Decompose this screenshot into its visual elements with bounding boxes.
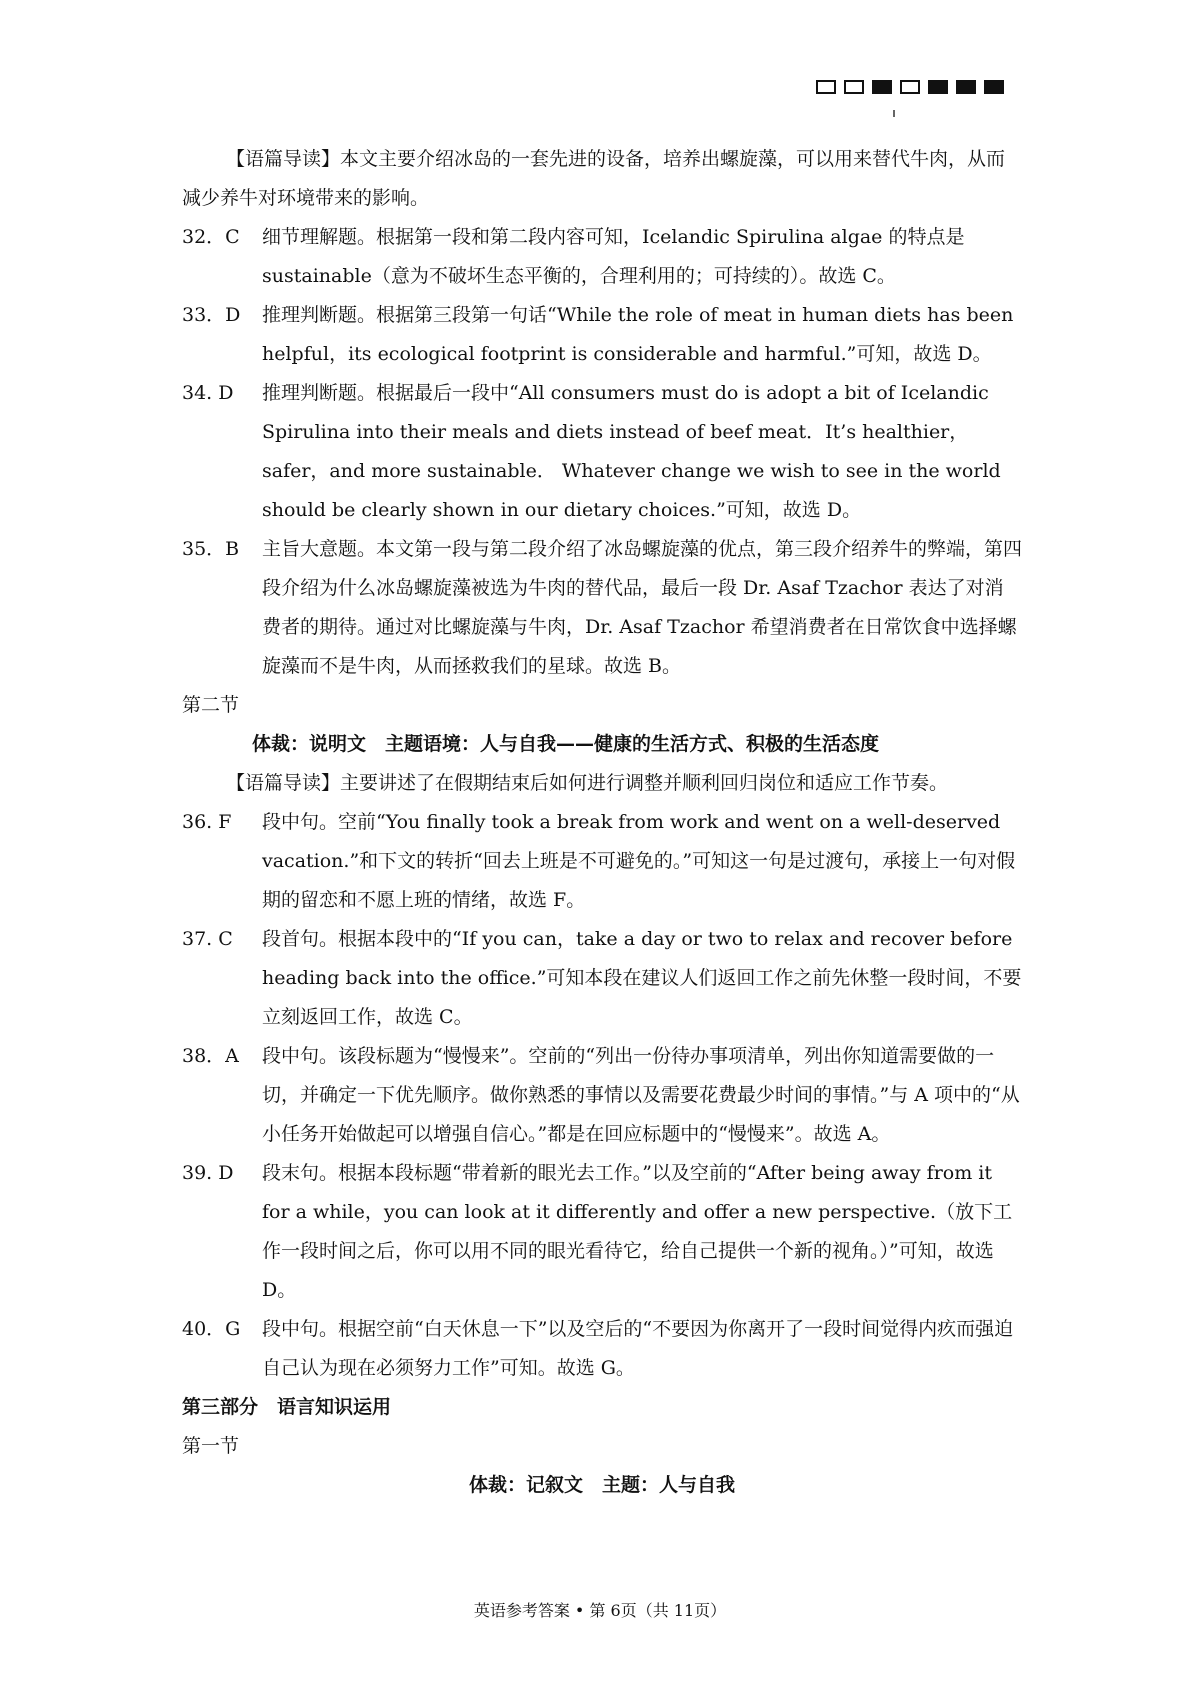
answer-number: 33．D: [182, 304, 241, 326]
page-footer: 英语参考答案 • 第 6页（共 11页）: [473, 1601, 727, 1620]
reading-guide-1: 【语篇导读】本文主要介绍冰岛的一套先进的设备，培养出螺旋藻，可以用来替代牛肉，从而减少养牛对环境带来的影响。: [182, 148, 1006, 209]
answer-number: 40．G: [182, 1318, 241, 1340]
answer-number: 35．B: [182, 538, 240, 560]
answer-item: [182, 296, 1022, 374]
answer-text: 推理判断题。根据第三段第一句话“While the role of meat in human diets has been helpful，its ecological footprint is considerable and harmful.”可知，故选 D。: [262, 304, 1014, 365]
answer-number: 37. C: [182, 928, 233, 950]
answer-text: 段中句。空前“You finally took a break from work and went on a well-deserved vacation.”和下文的转折“回去上班是不可避免的。”可知这一句是过渡句，承接上一句对假期的留恋和不愿上班的情绪，故选 F。: [262, 811, 1016, 911]
answer-item: [182, 803, 1022, 920]
mark-square-4: [900, 80, 920, 94]
answer-item: [182, 530, 1022, 686]
answer-item: [182, 1310, 1022, 1388]
tick-mark: [893, 110, 895, 117]
mark-square-7: [984, 80, 1004, 94]
top-marks: [816, 80, 1004, 94]
reading-guide-2: 【语篇导读】主要讲述了在假期结束后如何进行调整并顺利回归岗位和适应工作节奏。: [226, 772, 949, 794]
genre-heading: 体裁：说明文 主题语境：人与自我——健康的生活方式、积极的生活态度: [252, 733, 880, 755]
mark-square-5: [928, 80, 948, 94]
mark-square-6: [956, 80, 976, 94]
answer-number: 39. D: [182, 1162, 234, 1184]
answer-item: [182, 218, 1022, 296]
answer-text: 主旨大意题。本文第一段与第二段介绍了冰岛螺旋藻的优点，第三段介绍养牛的弊端，第四段介绍为什么冰岛螺旋藻被选为牛肉的替代品，最后一段 Dr. Asaf Tzachor 表达了对消费者的期待。通过对比螺旋藻与牛肉，Dr. Asaf Tzachor 希望消费者在日常饮食中选择螺旋藻而不是牛肉，从而拯救我们的星球。故选 B。: [262, 538, 1023, 677]
mark-square-3: [872, 80, 892, 94]
section-heading: 第一节: [182, 1435, 240, 1457]
genre-heading: 体裁：记叙文 主题：人与自我: [468, 1474, 735, 1496]
answer-item: [182, 374, 1022, 530]
answer-text: 段中句。根据空前“白天休息一下”以及空后的“不要因为你离开了一段时间觉得内疚而强迫自己认为现在必须努力工作”可知。故选 G。: [262, 1318, 1014, 1379]
answer-text: 细节理解题。根据第一段和第二段内容可知，Icelandic Spirulina algae 的特点是 sustainable（意为不破坏生态平衡的，合理利用的；可持续的）。故选 C。: [262, 226, 965, 287]
mark-square-2: [844, 80, 864, 94]
answer-number: 38．A: [182, 1045, 239, 1067]
answer-content: [182, 140, 1022, 1505]
answer-number: 36. F: [182, 811, 232, 833]
answer-number: 32．C: [182, 226, 240, 248]
answer-text: 段中句。该段标题为“慢慢来”。空前的“列出一份待办事项清单，列出你知道需要做的一切，并确定一下优先顺序。做你熟悉的事情以及需要花费最少时间的事情。”与 A 项中的“从小任务开始做起可以增强自信心。”都是在回应标题中的“慢慢来”。故选 A。: [262, 1045, 1020, 1145]
answer-item: [182, 1037, 1022, 1154]
answer-item: [182, 920, 1022, 1037]
answer-text: 段末句。根据本段标题“带着新的眼光去工作。”以及空前的“After being away from it for a while，you can look at it differently and offer a new perspective.（放下工作一段时间之后，你可以用不同的眼光看待它，给自己提供一个新的视角。）”可知，故选 D。: [262, 1162, 1013, 1301]
answer-number: 34. D: [182, 382, 234, 404]
answer-item: [182, 1154, 1022, 1310]
part-heading: 第三部分 语言知识运用: [182, 1396, 392, 1418]
answer-text: 段首句。根据本段中的“If you can，take a day or two to relax and recover before heading back into the office.”可知本段在建议人们返回工作之前先休整一段时间，不要立刻返回工作，故选 C。: [262, 928, 1022, 1028]
mark-square-1: [816, 80, 836, 94]
answer-text: 推理判断题。根据最后一段中“All consumers must do is adopt a bit of Icelandic Spirulina into their meals and diets instead of beef meat．It’s healthier，safer，and more sustainable． Whatever change we wish to see in the world should be clearly shown in our dietary choices.”可知，故选 D。: [262, 382, 1001, 521]
section-heading: 第二节: [182, 694, 240, 716]
